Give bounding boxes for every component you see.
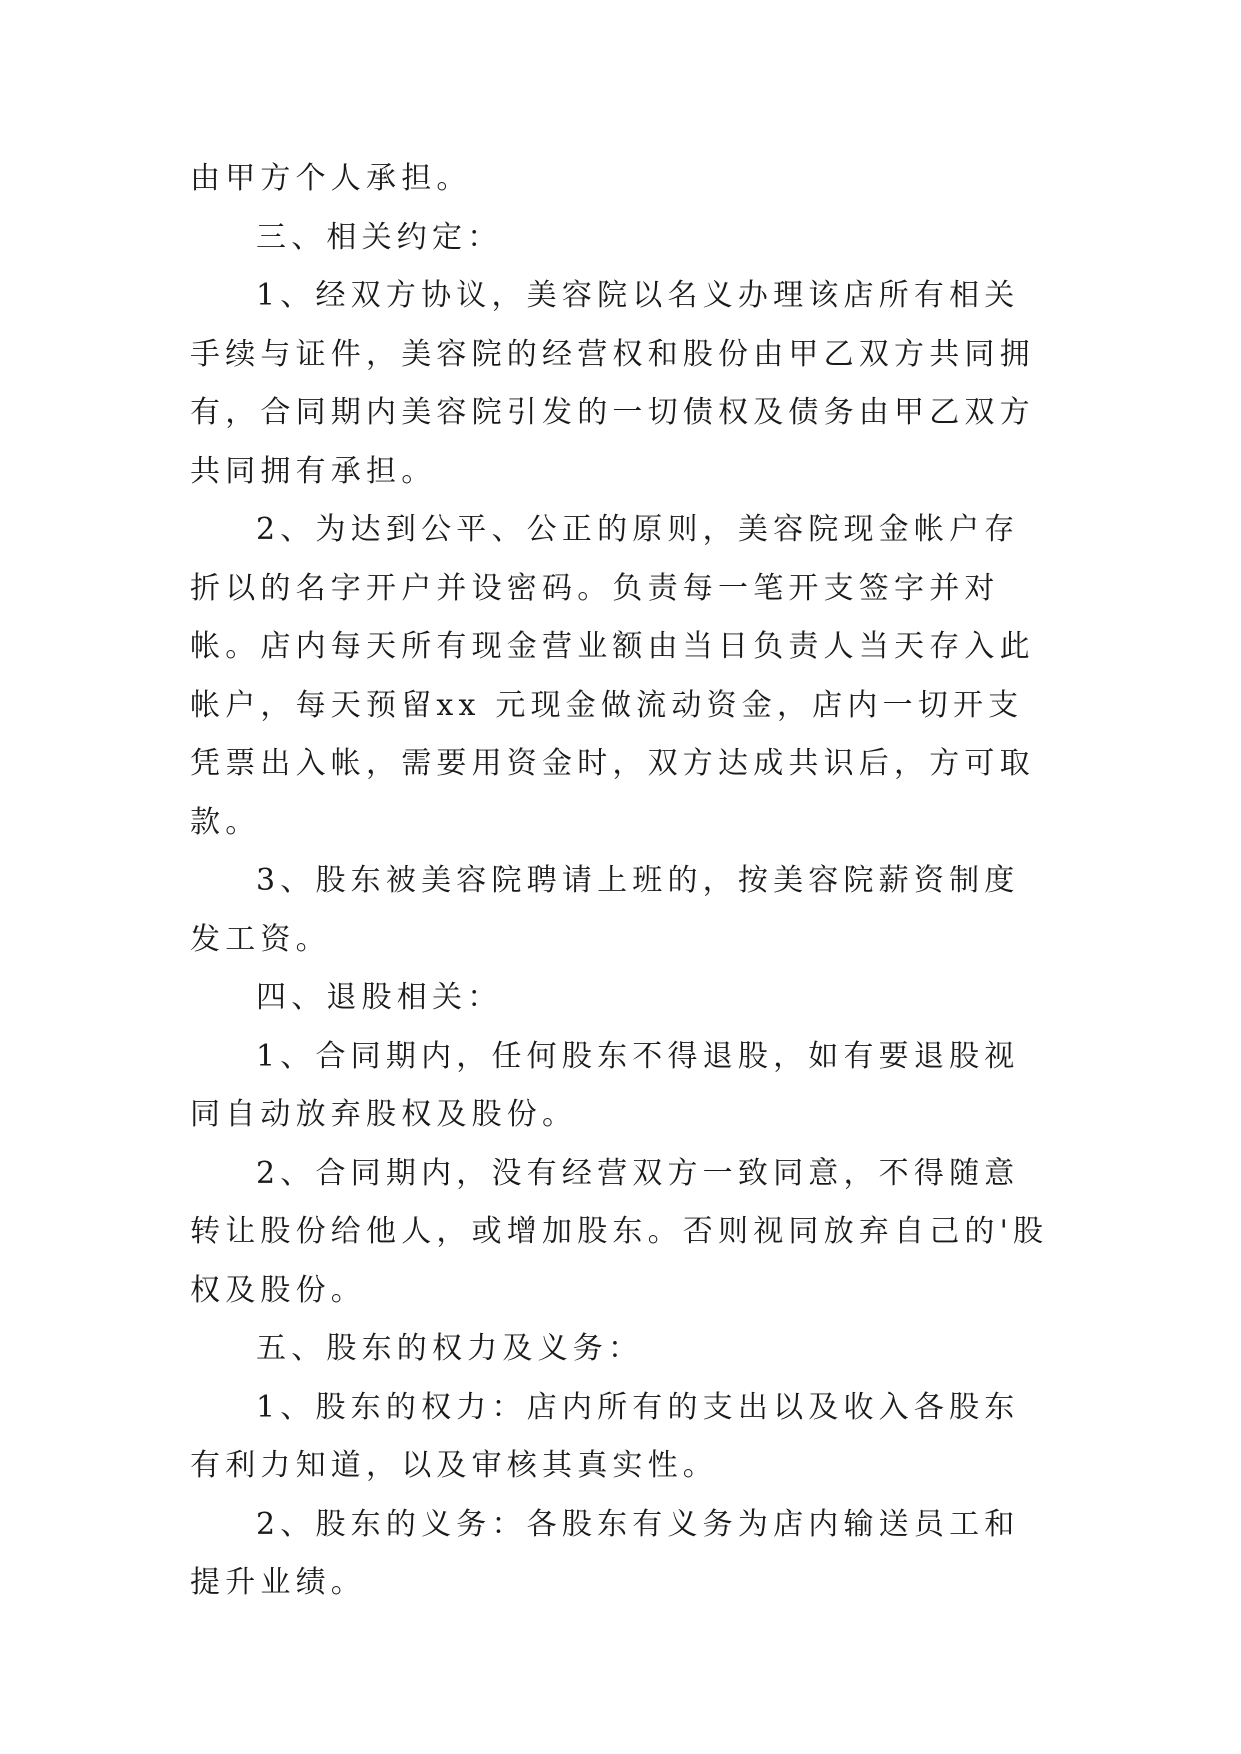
clause-3-3: 3、股东被美容院聘请上班的，按美容院薪资制度发工资。: [190, 863, 1020, 957]
clause-4-2: 2、合同期内，没有经营双方一致同意，不得随意转让股份给他人，或增加股东。否则视同放弃自己的'股权及股份。: [190, 1155, 1049, 1308]
clause-5-1: 1、股东的权力：店内所有的支出以及收入各股东有利力知道，以及审核其真实性。: [190, 1389, 1020, 1483]
clause-5-2: 2、股东的义务：各股东有义务为店内输送员工和提升业绩。: [190, 1506, 1020, 1600]
section-heading-5: 五、股东的权力及义务：: [256, 1331, 644, 1366]
section-heading-3: 三、相关约定：: [256, 219, 503, 255]
section-heading-4: 四、退股相关：: [256, 980, 503, 1015]
paragraph-continuation: 由甲方个人承担。: [190, 161, 472, 196]
clause-3-2: 2、为达到公平、公正的原则，美容院现金帐户存折以的名字开户并设密码。负责每一笔开支签字并对帐。店内每天所有现金营业额由当日负责人当天存入此帐户，每天预留xx 元现金做流动资金，店内一切开支凭票出入帐，需要用资金时，双方达成共识后，方可取款。: [190, 512, 1035, 840]
clause-3-1: 1、经双方协议，美容院以名义办理该店所有相关手续与证件，美容院的经营权和股份由甲乙双方共同拥有，合同期内美容院引发的一切债权及债务由甲乙双方共同拥有承担。: [190, 278, 1035, 489]
clause-4-1: 1、合同期内，任何股东不得退股，如有要退股视同自动放弃股权及股份。: [190, 1038, 1020, 1132]
document-body: [190, 150, 1052, 1613]
